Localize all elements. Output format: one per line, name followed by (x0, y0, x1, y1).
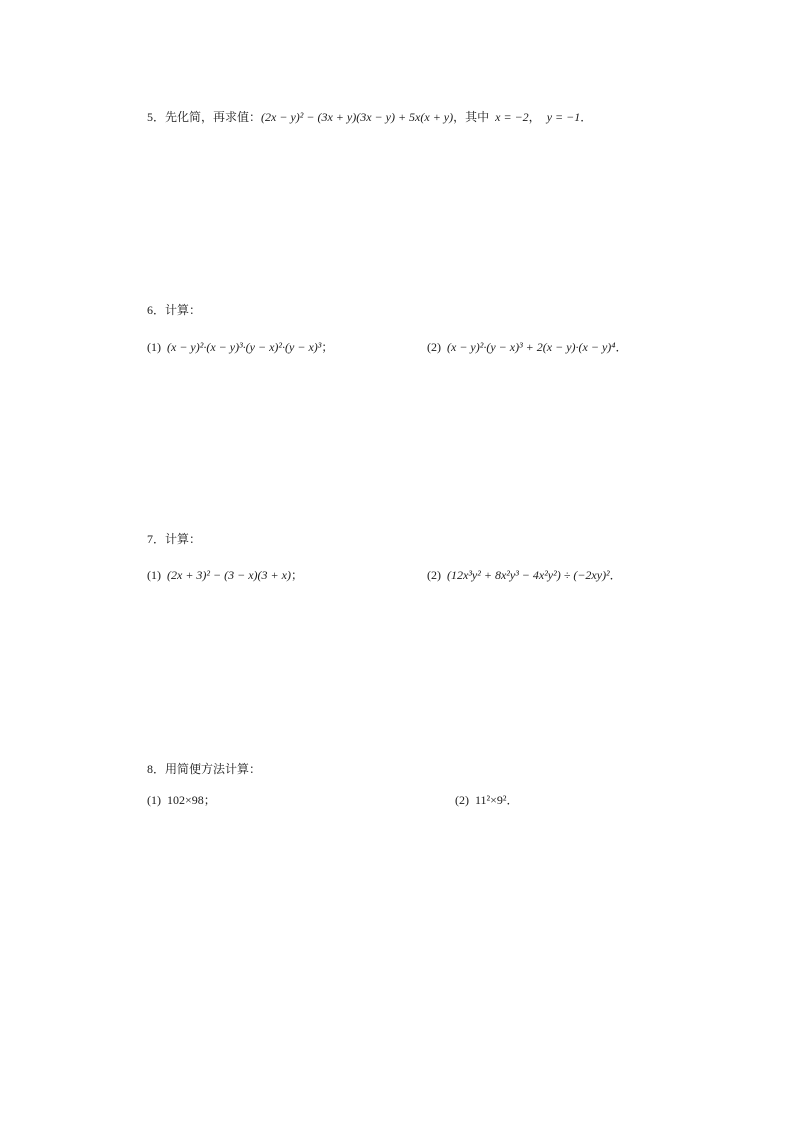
question-7-part-2-expression: (12x³y² + 8x²y³ − 4x²y²) ÷ (−2xy)² (447, 568, 610, 582)
question-8-part-2 (455, 791, 519, 809)
question-8-part-1-end: ； (203, 793, 216, 807)
question-6-part-2-end: ． (615, 340, 628, 354)
question-8-heading (147, 760, 261, 778)
question-6-number: 6． (147, 303, 166, 317)
question-7-part-2 (427, 566, 622, 584)
question-6-instruction: 计算： (165, 303, 202, 317)
question-6-part-2-expression: (x − y)²·(y − x)³ + 2(x − y)·(x − y)⁴ (447, 340, 616, 354)
question-6-heading (147, 301, 201, 319)
question-5 (147, 108, 592, 126)
question-6-part-2-label: (2) (427, 340, 441, 354)
question-6-part-1-label: (1) (147, 340, 161, 354)
question-8-part-1 (147, 791, 216, 809)
question-8-part-2-end: ． (506, 793, 519, 807)
question-5-condition-y: y = −1 (546, 110, 581, 124)
question-8-instruction: 用简便方法计算： (165, 762, 262, 776)
question-5-end: ． (580, 110, 593, 124)
question-8-part-1-expression: 102×98 (167, 793, 204, 807)
question-8-part-2-label: (2) (455, 793, 469, 807)
question-7-part-2-end: ． (609, 568, 622, 582)
question-5-condition-prefix: ，其中 (453, 110, 490, 124)
question-6-part-1 (147, 338, 333, 356)
question-7-part-2-label: (2) (427, 568, 441, 582)
question-5-instruction: 先化简，再求值： (165, 110, 262, 124)
question-7-number: 7． (147, 532, 166, 546)
question-6-part-1-expression: (x − y)²·(x − y)³·(y − x)²·(y − x)³ (167, 340, 322, 354)
question-8-number: 8． (147, 762, 166, 776)
question-7-part-1-end: ； (290, 568, 303, 582)
question-7-part-1 (147, 566, 303, 584)
question-5-number: 5． (147, 110, 166, 124)
question-8-part-2-expression: 11²×9² (475, 793, 507, 807)
question-7-heading (147, 530, 201, 548)
question-5-expression: (2x − y)² − (3x + y)(3x − y) + 5x(x + y) (261, 110, 454, 124)
question-8-part-1-label: (1) (147, 793, 161, 807)
question-6-part-1-end: ； (321, 340, 334, 354)
question-5-condition-x: x = −2 (495, 110, 529, 124)
question-7-part-1-expression: (2x + 3)² − (3 − x)(3 + x) (167, 568, 291, 582)
question-7-instruction: 计算： (165, 532, 202, 546)
question-5-separator: ， (528, 110, 541, 124)
question-6-part-2 (427, 338, 627, 356)
question-7-part-1-label: (1) (147, 568, 161, 582)
